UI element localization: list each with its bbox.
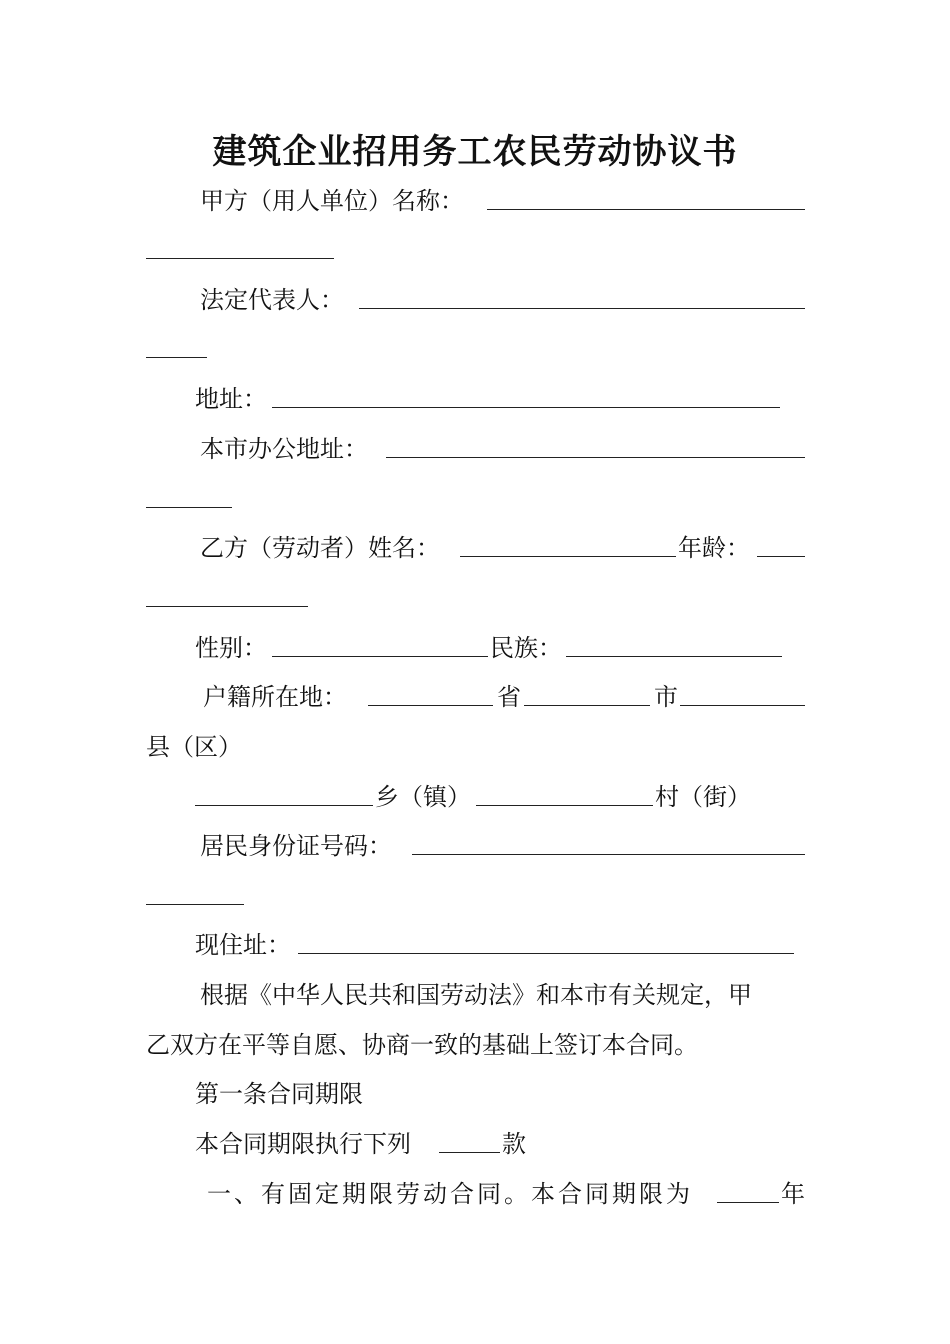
party-a-name-field-continued[interactable] — [146, 258, 334, 259]
article-1-heading: 第一条合同期限 — [195, 1080, 363, 1108]
county-field[interactable] — [680, 705, 805, 706]
county-label: 县（区） — [146, 733, 242, 761]
id-number-field[interactable] — [412, 854, 805, 855]
province-field[interactable] — [368, 705, 493, 706]
township-field[interactable] — [195, 805, 373, 806]
ethnicity-row — [490, 630, 562, 666]
gender-label: 性别： — [195, 634, 267, 662]
party-b-name-row — [200, 530, 440, 566]
village-field[interactable] — [476, 805, 653, 806]
preamble-line-1 — [200, 977, 752, 1013]
age-field[interactable] — [757, 556, 805, 557]
city-row — [654, 679, 678, 715]
office-address-field[interactable] — [386, 457, 805, 458]
gender-field[interactable] — [272, 656, 488, 657]
party-b-name-label: 乙方（劳动者）姓名： — [200, 534, 440, 562]
age-label: 年龄： — [678, 534, 750, 562]
legal-rep-row — [200, 282, 344, 318]
township-label: 乡（镇） — [375, 783, 471, 811]
document-title: 建筑企业招用务工农民劳动协议书 — [212, 132, 738, 172]
preamble-text-1: 根据《中华人民共和国劳动法》和本市有关规定，甲 — [200, 981, 752, 1009]
city-field[interactable] — [524, 705, 650, 706]
province-label: 省 — [497, 683, 521, 711]
id-number-field-continued[interactable] — [146, 904, 244, 905]
legal-rep-label: 法定代表人： — [200, 286, 344, 314]
preamble-line-2 — [146, 1027, 698, 1063]
term-prefix: 本合同期限执行下列 — [195, 1130, 411, 1158]
party-a-name-field[interactable] — [487, 209, 805, 210]
village-label: 村（街） — [655, 783, 751, 811]
address-field[interactable] — [272, 407, 780, 408]
address-row — [195, 381, 267, 417]
preamble-text-2: 乙双方在平等自愿、协商一致的基础上签订本合同。 — [146, 1031, 698, 1059]
household-label: 户籍所在地： — [203, 683, 347, 711]
fixed-term-row — [207, 1176, 693, 1212]
party-a-name-label: 甲方（用人单位）名称： — [200, 187, 464, 215]
office-address-row — [200, 431, 368, 467]
county-row — [146, 729, 242, 765]
article-1-heading-row — [195, 1076, 363, 1112]
current-address-label: 现住址： — [195, 931, 291, 959]
term-option-field[interactable] — [439, 1152, 500, 1153]
office-address-label: 本市办公地址： — [200, 435, 368, 463]
party-b-name-field[interactable] — [460, 556, 676, 557]
id-number-label: 居民身份证号码： — [200, 832, 392, 860]
ethnicity-field[interactable] — [566, 656, 782, 657]
current-address-row — [195, 927, 291, 963]
year-row — [781, 1176, 805, 1212]
term-suffix: 款 — [502, 1130, 526, 1158]
city-label: 市 — [654, 683, 678, 711]
township-row — [375, 779, 471, 815]
id-number-row — [200, 828, 392, 864]
gender-row — [195, 630, 267, 666]
years-field[interactable] — [717, 1202, 779, 1203]
term-suffix-row — [502, 1126, 526, 1162]
current-address-field[interactable] — [298, 953, 794, 954]
fixed-term-text: 一、有固定期限劳动合同。本合同期限为 — [207, 1180, 693, 1208]
party-a-name-row — [200, 183, 464, 219]
term-option-row — [195, 1126, 411, 1162]
age-field-continued[interactable] — [146, 606, 308, 607]
village-row — [655, 779, 751, 815]
year-label: 年 — [781, 1180, 805, 1208]
address-label: 地址： — [195, 385, 267, 413]
legal-rep-field-continued[interactable] — [146, 357, 207, 358]
household-row — [203, 679, 347, 715]
province-row — [497, 679, 521, 715]
ethnicity-label: 民族： — [490, 634, 562, 662]
age-row — [678, 530, 750, 566]
legal-rep-field[interactable] — [359, 308, 805, 309]
office-address-field-continued[interactable] — [146, 507, 232, 508]
